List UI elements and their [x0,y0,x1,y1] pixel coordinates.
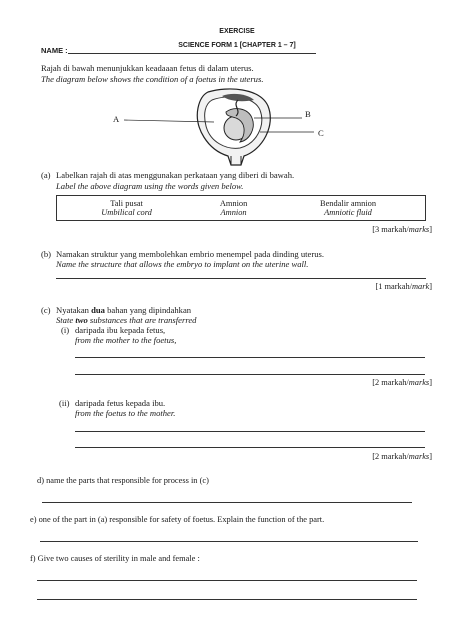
part-ii-malay: daripada fetus kepada ibu. [75,398,166,408]
question-c-malay-bold: dua [91,305,105,315]
exercise-title: EXERCISE [219,28,255,35]
name-label: NAME : [41,46,68,55]
word-bank-cell [57,196,197,221]
part-ii-english: from the foetus to the mother. [75,408,176,418]
question-c-number: (c) [41,305,51,315]
question-a-malay: Labelkan rajah di atas menggunakan perkataan yang diberi di bawah. [56,170,295,180]
word-malay: Amnion [219,198,248,208]
intro-english: The diagram below shows the condition of a foetus in the uterus. [41,74,264,84]
answer-line[interactable] [56,278,426,279]
marks-malay: [1 markah/ [375,282,412,291]
answer-line[interactable] [75,357,425,358]
question-d: d) name the parts that responsible for process in (c) [37,476,209,485]
intro-malay: Rajah di bawah menunjukkan keadaaan fetus di dalam uterus. [41,63,254,73]
question-b-malay: Namakan struktur yang membolehkan embrio menempel pada dinding uterus. [56,249,325,259]
word-english: Amniotic fluid [324,208,372,217]
word-bank-cell [271,196,425,221]
question-e: e) one of the part in (a) responsible for safety of foetus. Explain the function of the part. [30,515,325,524]
name-field[interactable] [68,53,316,54]
question-b-marks [375,282,432,291]
word-english: Amnion [220,208,247,217]
marks-english: mark [411,282,430,291]
word-malay: Tali pusat [110,198,143,208]
question-c-malay-post: bahan yang dipindahkan [104,305,192,315]
answer-line[interactable] [37,580,417,581]
answer-line[interactable] [75,374,425,375]
marks-close: ] [429,225,432,234]
answer-line[interactable] [42,502,412,503]
part-ii-marks [372,452,432,461]
marks-english: marks [408,378,430,387]
question-a-english: Label the above diagram using the words given below. [56,181,244,191]
question-a-number: (a) [41,170,51,180]
part-i-english: from the mother to the foetus, [75,335,177,345]
question-b-number: (b) [41,249,52,259]
answer-line[interactable] [37,599,417,600]
question-c-english-bold: two [75,315,88,325]
word-bank-cell [196,196,271,221]
exercise-subtitle: SCIENCE FORM 1 [CHAPTER 1 – 7] [178,42,296,49]
answer-line[interactable] [75,431,425,432]
marks-malay: [2 markah/ [372,452,409,461]
word-malay: Bendalir amnion [319,198,377,208]
diagram-label-c: C [318,128,324,138]
marks-english: marks [408,225,430,234]
part-i-malay: daripada ibu kepada fetus, [75,325,166,335]
marks-malay: [2 markah/ [372,378,409,387]
question-c-english-post: substances that are transferred [87,315,197,325]
word-bank-table [56,195,426,221]
question-c-english-pre: State [56,315,76,325]
marks-close: ] [429,452,432,461]
part-i-marks [372,378,432,387]
marks-malay: [3 markah/ [372,225,409,234]
part-ii-number: (ii) [59,398,70,408]
question-c-malay-pre: Nyatakan [56,305,92,315]
foetus-uterus-diagram [110,84,340,168]
answer-line[interactable] [75,447,425,448]
question-c-english [56,315,196,325]
marks-english: marks [408,452,430,461]
word-english: Umbilical cord [101,208,152,217]
question-f: f) Give two causes of sterility in male and female : [30,554,200,563]
diagram-label-a: A [113,114,120,124]
question-a-marks [372,225,432,234]
answer-line[interactable] [40,541,418,542]
marks-close: ] [429,378,432,387]
question-b-english: Name the structure that allows the embryo to implant on the uterine wall. [56,259,309,269]
question-c-malay [56,305,191,315]
marks-close: ] [429,282,432,291]
diagram-label-b: B [305,109,311,119]
part-i-number: (i) [61,325,70,335]
